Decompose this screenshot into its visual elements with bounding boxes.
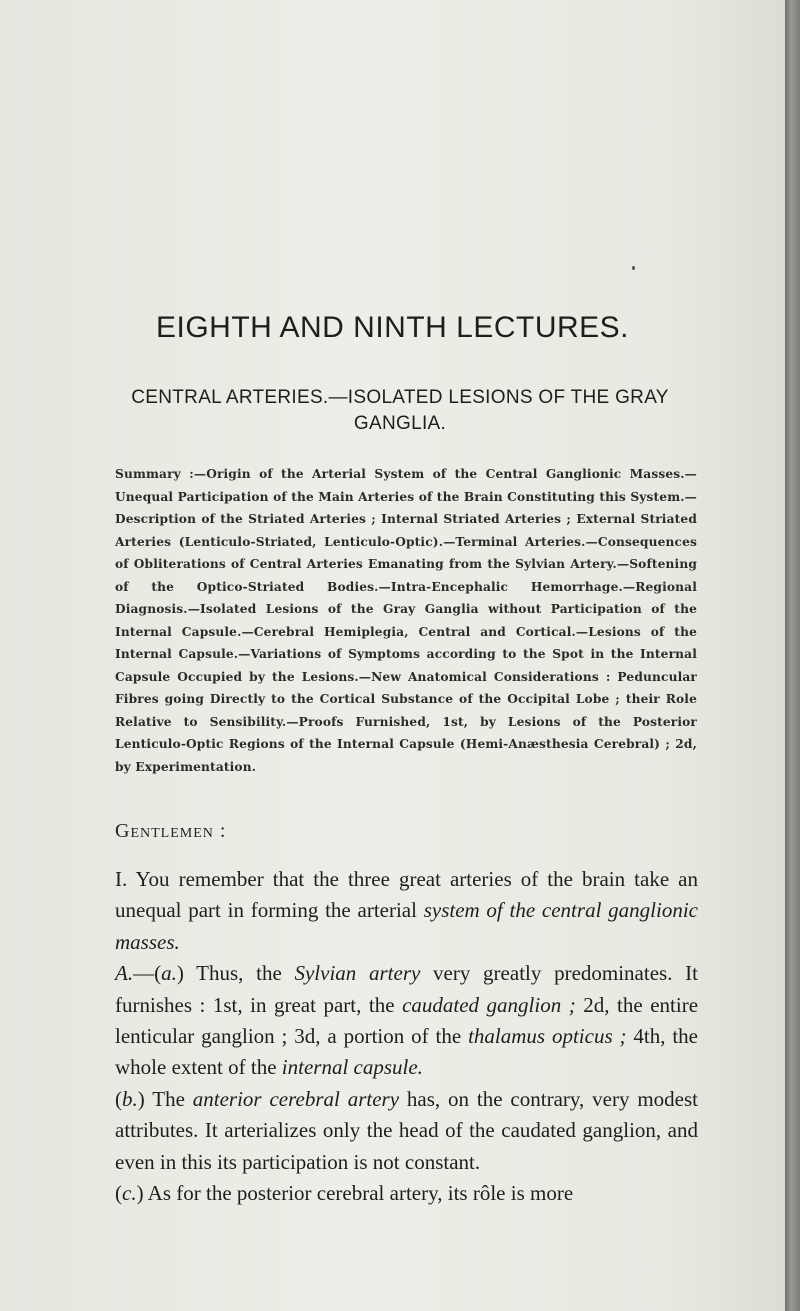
chapter-summary: Summary :—Origin of the Arterial System of the Central Ganglionic Masses.—Unequal Participation of the Main Arteries of the Brain Constituting this System.—Description of the Striated Arteries ; Internal Striated Arteries ; External Striated Arteries (Lenticulo-Striated, Lenticulo-Optic).—Terminal Arteries.—Consequences of Obliterations of Central Arteries Emanating from the Sylvian Artery.—Softening of the Optico-Striated Bodies.—Intra-Encephalic Hemorrhage.—Regional Diagnosis.—Isolated Lesions of the Gray Ganglia without Participation of the Internal Capsule.—Cerebral Hemiplegia, Central and Cortical.—Lesions of the Internal Capsule.—Variations of Symptoms according to the Spot in the Internal Capsule Occupied by the Lesions.—New Anatomical Considerations : Peduncular Fibres going Directly to the Cortical Substance of the Occipital Lobe ; their Role Relative to Sensibility.—Proofs Furnished, 1st, by Lesions of the Posterior Lenticulo-Optic Regions of the Internal Capsule (Hemi-Anæsthesia Cerebral) ; 2d, by Experimentation. (115, 467, 697, 774)
text-run: ) Thus, the (176, 961, 295, 986)
text-run: ) As for the posterior cerebral artery, its rôle is more (136, 1181, 574, 1206)
italic-run: anterior cerebral artery (192, 1086, 400, 1111)
italic-run: b. (122, 1086, 138, 1111)
italic-run: A. (115, 961, 134, 986)
salutation: Gentlemen : (115, 820, 227, 842)
text-run: —( (133, 961, 162, 986)
paragraph-2 (115, 958, 698, 1084)
body-text (115, 864, 698, 1209)
chapter-subtitle: CENTRAL ARTERIES.—ISOLATED LESIONS OF THE GRAY GANGLIA. (131, 387, 669, 434)
italic-run: internal capsule. (281, 1055, 423, 1080)
chapter-title: EIGHTH AND NINTH LECTURES. (155, 311, 630, 344)
italic-run: thalamus opticus ; (468, 1024, 627, 1049)
text-run: ( (115, 1086, 122, 1111)
italic-run: c. (122, 1181, 137, 1206)
text-run: 2d, the entire lenticular ganglion ; 3d, a portion of the (115, 992, 699, 1049)
page-speck (632, 266, 635, 270)
italic-run: system of the central ganglionic masses. (115, 898, 698, 954)
paragraph-4 (115, 1178, 698, 1209)
text-run: very greatly predominates. It furnishes : 1st, in great part, the (115, 961, 698, 1017)
book-edge (785, 0, 800, 1311)
italic-run: caudated ganglion ; (402, 992, 576, 1017)
text-run: ( (115, 1181, 122, 1206)
italic-run: a. (161, 961, 177, 986)
paragraph-3 (115, 1084, 698, 1178)
text-run: 4th, the whole extent of the (115, 1024, 699, 1080)
italic-run: Sylvian artery (294, 961, 421, 986)
text-run: ) The (137, 1086, 193, 1111)
text-run: has, on the contrary, very modest attributes. It arterializes only the head of the caudated ganglion, and even in this its participation is not constant. (115, 1086, 698, 1174)
paragraph-1 (115, 864, 698, 958)
text-run: I. You remember that the three great arteries of the brain take an unequal part in forming the arterial (115, 867, 698, 923)
